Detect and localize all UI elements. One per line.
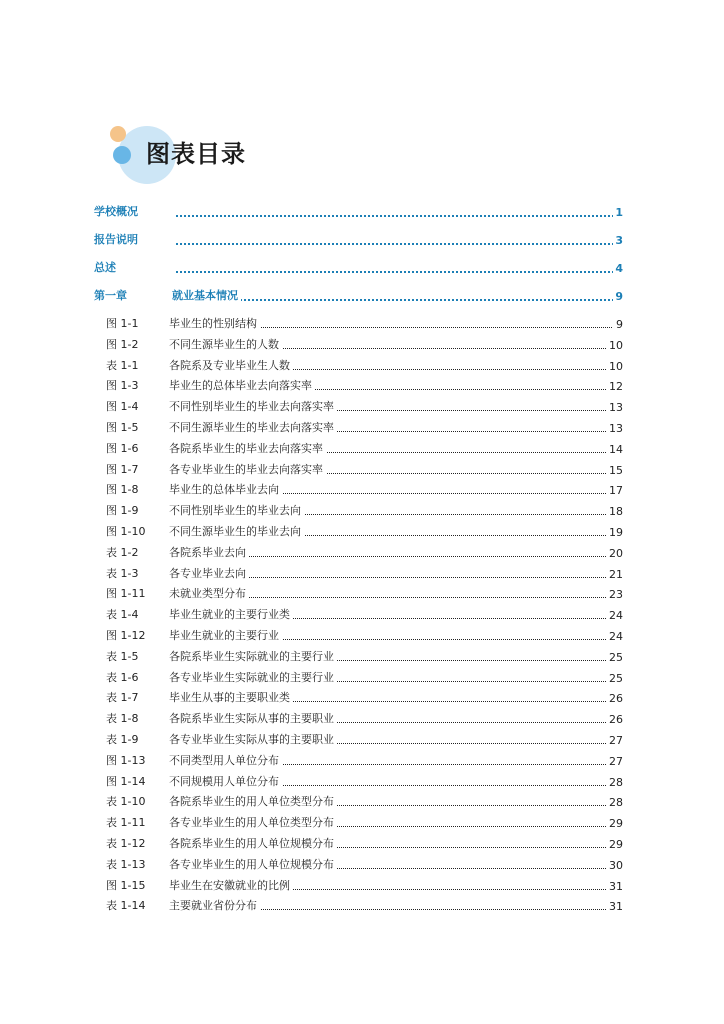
toc-sub-entry-label: 图 1-7 bbox=[106, 462, 139, 476]
toc-sub-entry[interactable] bbox=[0, 396, 724, 416]
toc-sub-entry[interactable] bbox=[0, 542, 724, 562]
dot-leader bbox=[172, 271, 614, 273]
toc-sub-entry-label: 图 1-5 bbox=[106, 421, 139, 434]
toc-entry-page: 4 bbox=[615, 262, 623, 275]
toc-sub-entry-name: 各院系毕业生的毕业去向落实率 bbox=[169, 440, 326, 456]
toc-sub-entry-page: 27 bbox=[609, 734, 623, 747]
toc-sub-entry-label: 表 1-10 bbox=[106, 795, 146, 809]
toc-sub-entry[interactable] bbox=[0, 459, 724, 479]
toc-entry[interactable] bbox=[0, 285, 724, 305]
toc-sub-entry[interactable] bbox=[0, 438, 724, 458]
toc-sub-entry[interactable] bbox=[0, 667, 724, 687]
toc-sub-entry[interactable] bbox=[0, 375, 724, 395]
toc-sub-entry-label: 表 1-2 bbox=[106, 545, 139, 559]
toc-sub-entry[interactable] bbox=[0, 833, 724, 853]
toc-sub-entry-name: 毕业生的总体毕业去向落实率 bbox=[169, 377, 315, 393]
toc-sub-entry-name: 各院系毕业生实际就业的主要行业 bbox=[169, 648, 337, 664]
toc-sub-entry-label: 图 1-13 bbox=[106, 753, 146, 767]
toc-sub-entry-label: 图 1-6 bbox=[106, 441, 139, 455]
toc-sub-entry-page: 29 bbox=[609, 817, 623, 831]
toc-sub-entry[interactable] bbox=[0, 875, 724, 895]
toc-sub-entry-label: 图 1-14 bbox=[106, 774, 146, 788]
toc-sub-entry-name: 未就业类型分布 bbox=[169, 585, 249, 601]
toc-sub-entry-page: 12 bbox=[609, 380, 623, 394]
toc-sub-entry[interactable] bbox=[0, 771, 724, 791]
toc-sub-entry-label: 图 1-10 bbox=[106, 525, 146, 538]
toc-sub-entry-name: 主要就业省份分布 bbox=[169, 897, 260, 913]
toc-sub-entry-name: 不同性别毕业生的毕业去向 bbox=[169, 502, 304, 518]
toc-sub-entry-name: 不同规模用人单位分布 bbox=[169, 773, 282, 789]
toc-sub-entry-name: 毕业生的性别结构 bbox=[169, 315, 260, 331]
toc-sub-entry-name: 毕业生就业的主要行业 bbox=[169, 627, 282, 643]
toc-sub-entry[interactable] bbox=[0, 583, 724, 603]
toc-sub-entry[interactable] bbox=[0, 812, 724, 832]
toc-sub-entry-page: 26 bbox=[609, 692, 623, 706]
toc-sub-entry-label: 图 1-4 bbox=[106, 400, 139, 414]
toc-entry-label: 学校概况 bbox=[94, 205, 138, 218]
toc-sub-entry-name: 各专业毕业生实际就业的主要行业 bbox=[169, 669, 337, 685]
toc-sub-entry[interactable] bbox=[0, 500, 724, 520]
toc-sub-entry-page: 15 bbox=[609, 463, 623, 477]
toc-entry-name bbox=[172, 206, 175, 219]
toc-sub-entry-label: 表 1-9 bbox=[106, 733, 139, 746]
toc-sub-entry[interactable] bbox=[0, 313, 724, 333]
toc-sub-entry-page: 18 bbox=[609, 505, 623, 519]
toc-sub-entry[interactable] bbox=[0, 729, 724, 749]
toc-sub-entry-name: 各院系毕业生实际从事的主要职业 bbox=[169, 710, 337, 726]
toc-sub-entry-page: 20 bbox=[609, 546, 623, 560]
toc-sub-entry-page: 28 bbox=[609, 775, 623, 789]
toc-sub-entry-label: 表 1-1 bbox=[106, 358, 139, 372]
toc-sub-entry[interactable] bbox=[0, 646, 724, 666]
toc-sub-entry-page: 10 bbox=[609, 359, 623, 373]
page-title: 图表目录 bbox=[146, 140, 246, 168]
toc-sub-entry-page: 24 bbox=[609, 630, 623, 643]
toc-entry-page: 9 bbox=[615, 290, 623, 303]
toc-entry-label: 总述 bbox=[94, 261, 116, 274]
toc-entry[interactable] bbox=[0, 229, 724, 249]
toc-sub-entry-name: 各院系毕业去向 bbox=[169, 544, 249, 560]
toc-sub-entry-label: 图 1-1 bbox=[106, 317, 139, 330]
toc-sub-entry-name: 各专业毕业生的用人单位类型分布 bbox=[169, 814, 337, 830]
toc-sub-entry-page: 25 bbox=[609, 650, 623, 664]
toc-sub-entry-page: 24 bbox=[609, 609, 623, 623]
toc-sub-entry[interactable] bbox=[0, 334, 724, 354]
toc-entry-name bbox=[172, 262, 175, 275]
toc-sub-entry-page: 25 bbox=[609, 671, 623, 685]
toc-sub-entry-name: 不同生源毕业生的毕业去向 bbox=[169, 523, 304, 539]
toc-sub-entry[interactable] bbox=[0, 791, 724, 811]
toc-sub-entry[interactable] bbox=[0, 563, 724, 583]
toc-sub-entry-page: 30 bbox=[609, 858, 623, 872]
toc-entry-label: 第一章 bbox=[94, 289, 127, 302]
toc-sub-entry-name: 不同性别毕业生的毕业去向落实率 bbox=[169, 398, 337, 414]
toc-sub-entry[interactable] bbox=[0, 355, 724, 375]
toc-sub-entry-page: 9 bbox=[616, 318, 623, 331]
title-decoration-dot-blue bbox=[113, 146, 131, 164]
toc-sub-entry-name: 不同生源毕业生的人数 bbox=[169, 336, 282, 352]
toc-sub-entry[interactable] bbox=[0, 604, 724, 624]
toc-sub-entry-name: 各专业毕业去向 bbox=[169, 565, 249, 581]
toc-sub-entry-page: 28 bbox=[609, 796, 623, 810]
toc-sub-entry-label: 图 1-8 bbox=[106, 483, 139, 497]
toc-sub-entry-page: 26 bbox=[609, 713, 623, 727]
toc-sub-entry-label: 表 1-5 bbox=[106, 649, 139, 663]
toc-sub-entry[interactable] bbox=[0, 521, 724, 541]
toc-sub-entry-page: 27 bbox=[609, 754, 623, 768]
toc-sub-entry[interactable] bbox=[0, 750, 724, 770]
toc-entry-label: 报告说明 bbox=[94, 233, 138, 246]
toc-sub-entry-label: 图 1-2 bbox=[106, 337, 139, 351]
toc-sub-entry-label: 图 1-12 bbox=[106, 629, 146, 642]
toc-sub-entry-name: 毕业生的总体毕业去向 bbox=[169, 481, 282, 497]
toc-sub-entry[interactable] bbox=[0, 895, 724, 915]
toc-sub-entry-page: 19 bbox=[609, 526, 623, 539]
toc-sub-entry[interactable] bbox=[0, 417, 724, 437]
toc-sub-entry-name: 各专业毕业生实际从事的主要职业 bbox=[169, 731, 337, 747]
toc-sub-entry-page: 13 bbox=[609, 401, 623, 415]
toc-sub-entry-page: 14 bbox=[609, 442, 623, 456]
toc-sub-entry-name: 毕业生在安徽就业的比例 bbox=[169, 877, 293, 893]
toc-sub-entry-name: 各院系毕业生的用人单位规模分布 bbox=[169, 835, 337, 851]
toc-sub-entry-name: 毕业生从事的主要职业类 bbox=[169, 689, 293, 705]
toc-sub-entry-name: 各院系及专业毕业生人数 bbox=[169, 357, 293, 373]
toc-sub-entry-name: 各专业毕业生的用人单位规模分布 bbox=[169, 856, 337, 872]
toc-sub-entry[interactable] bbox=[0, 479, 724, 499]
toc-sub-entry[interactable] bbox=[0, 854, 724, 874]
toc-sub-entry[interactable] bbox=[0, 625, 724, 645]
toc-sub-entry[interactable] bbox=[0, 708, 724, 728]
toc-sub-entry-label: 表 1-12 bbox=[106, 837, 146, 850]
toc-sub-entry-name: 不同生源毕业生的毕业去向落实率 bbox=[169, 419, 337, 435]
toc-entry-name: 就业基本情况 bbox=[172, 287, 241, 303]
toc-sub-entry-name: 毕业生就业的主要行业类 bbox=[169, 606, 293, 622]
toc-sub-entry[interactable] bbox=[0, 687, 724, 707]
toc-sub-entry-label: 表 1-3 bbox=[106, 566, 139, 580]
toc-sub-entry-label: 表 1-7 bbox=[106, 691, 139, 705]
toc-sub-entry-page: 29 bbox=[609, 838, 623, 851]
toc-sub-entry-name: 各院系毕业生的用人单位类型分布 bbox=[169, 793, 337, 809]
toc-sub-entry-label: 图 1-9 bbox=[106, 504, 139, 518]
dot-leader bbox=[172, 215, 614, 217]
toc-sub-entry-label: 表 1-13 bbox=[106, 857, 146, 871]
toc-sub-entry-label: 表 1-4 bbox=[106, 608, 139, 622]
toc-sub-entry-page: 13 bbox=[609, 422, 623, 435]
toc-entry-name bbox=[172, 234, 175, 247]
toc-sub-entry-page: 10 bbox=[609, 338, 623, 352]
toc-sub-entry-label: 图 1-3 bbox=[106, 379, 139, 393]
toc-sub-entry-page: 21 bbox=[609, 567, 623, 581]
dot-leader bbox=[172, 243, 614, 245]
title-decoration-dot-orange bbox=[110, 126, 126, 142]
toc-sub-entry-label: 表 1-6 bbox=[106, 670, 139, 684]
toc-entry[interactable] bbox=[0, 257, 724, 277]
toc-entry-page: 1 bbox=[615, 206, 623, 219]
toc-sub-entry-page: 31 bbox=[609, 900, 623, 914]
toc-sub-entry-page: 31 bbox=[609, 879, 623, 893]
toc-entry-page: 3 bbox=[615, 234, 623, 247]
toc-sub-entry-name: 不同类型用人单位分布 bbox=[169, 752, 282, 768]
toc-sub-entry-name: 各专业毕业生的毕业去向落实率 bbox=[169, 461, 326, 477]
toc-sub-entry-page: 17 bbox=[609, 484, 623, 498]
toc-sub-entry-label: 图 1-11 bbox=[106, 587, 146, 601]
toc-sub-entry-page: 23 bbox=[609, 588, 623, 602]
toc-entry[interactable] bbox=[0, 201, 724, 221]
toc-sub-entry-label: 图 1-15 bbox=[106, 878, 146, 892]
toc-sub-entry-label: 表 1-14 bbox=[106, 899, 146, 913]
toc-sub-entry-label: 表 1-11 bbox=[106, 816, 146, 830]
toc-sub-entry-label: 表 1-8 bbox=[106, 712, 139, 726]
